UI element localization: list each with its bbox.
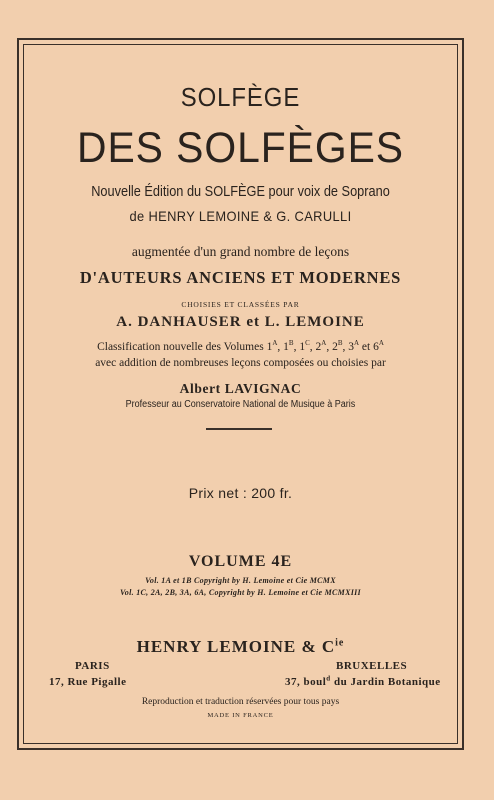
edition-line: Nouvelle Édition du SOLFÈGE pour voix de Soprano	[91, 184, 390, 200]
volume-sup: A	[272, 339, 278, 348]
volume-item	[299, 341, 309, 353]
publisher-sup: ie	[335, 637, 345, 649]
volume-number: 1	[299, 341, 306, 353]
volume-sup: C	[305, 339, 310, 348]
paris-address: 17, Rue Pigalle	[49, 676, 127, 688]
rights-notice: Reproduction et traduction réservées pour tous pays	[141, 697, 340, 707]
volume-sup: B	[337, 339, 343, 348]
editors-line: A. DANHAUSER et L. LEMOINE	[116, 314, 365, 330]
title-line-1: SOLFÈGE	[180, 82, 301, 112]
authors-line: de HENRY LEMOINE & G. CARULLI	[129, 208, 352, 224]
made-in-label: MADE IN FRANCE	[207, 712, 274, 719]
volume-sup: A	[378, 339, 384, 348]
reviser-title: Professeur au Conservatoire National de Musique à Paris	[125, 399, 356, 410]
copyright-line-1: Vol. 1A et 1B Copyright by H. Lemoine et Cie MCMX	[145, 576, 336, 585]
paris-city: PARIS	[75, 660, 110, 672]
brussels-address-post: du Jardin Botanique	[330, 676, 441, 688]
volume-sup: A	[353, 339, 360, 348]
volume-item	[283, 341, 293, 353]
brussels-address-sup: d	[326, 674, 331, 683]
volume-item	[373, 341, 384, 353]
divider-rule	[206, 428, 272, 430]
brussels-address	[285, 676, 441, 688]
volume-number: 1	[266, 341, 273, 353]
volume-sup: A	[321, 339, 327, 348]
publisher-name	[23, 637, 458, 657]
volume-number: 1	[283, 341, 289, 353]
volume-number: 6	[373, 341, 379, 353]
classification-and: et	[361, 341, 371, 353]
volume-label: VOLUME 4E	[188, 553, 293, 570]
ancient-modern-authors: D'AUTEURS ANCIENS ET MODERNES	[79, 268, 402, 287]
publisher-text: HENRY LEMOINE & C	[136, 637, 336, 656]
title-line-2: DES SOLFÈGES	[77, 124, 404, 172]
volume-list: $1^A$, $1^B$, $1^C$, $2^A$, $2^B$, $3^A$ et $6^A$	[266, 339, 384, 353]
volume-number: 2	[315, 341, 322, 353]
price-label: Prix net : 200 fr.	[188, 485, 293, 501]
volume-sup: B	[288, 339, 294, 348]
volume-number: 3	[348, 341, 354, 353]
volume-number: 2	[332, 341, 338, 353]
brussels-address-pre: 37, boul	[285, 676, 327, 688]
addition-line: avec addition de nombreuses leçons composées ou choisies par	[95, 357, 386, 369]
reviser-name: Albert LAVIGNAC	[179, 381, 302, 396]
chosen-by-label: CHOISIES ET CLASSÉES PAR	[181, 300, 300, 309]
brussels-city: BRUXELLES	[336, 660, 408, 672]
volume-item	[332, 341, 342, 353]
volume-item	[316, 341, 327, 353]
augmented-line: augmentée d'un grand nombre de leçons	[131, 244, 350, 259]
classification-prefix: Classification nouvelle des Volumes	[97, 341, 267, 353]
copyright-line-2: Vol. 1C, 2A, 2B, 3A, 6A, Copyright by H. Lemoine et Cie MCMXIII	[120, 588, 361, 597]
volume-item	[348, 341, 359, 353]
classification-line	[23, 341, 458, 353]
volume-item	[267, 341, 278, 353]
